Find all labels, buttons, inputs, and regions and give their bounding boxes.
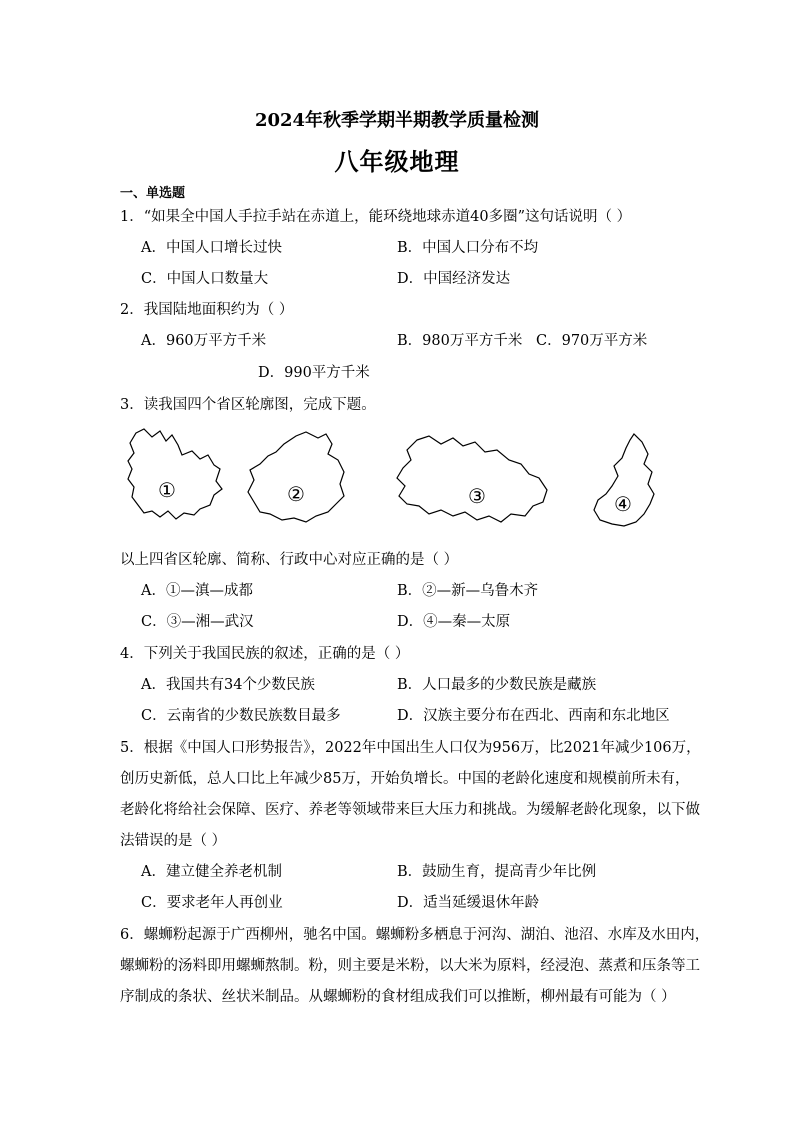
- q5-line-4: 法错误的是（ ）: [120, 833, 227, 849]
- q5-option-a: A．建立健全养老机制: [141, 864, 282, 880]
- q4-option-c: C．云南省的少数民族数目最多: [141, 708, 341, 724]
- exam-title: 2024年秋季学期半期教学质量检测: [254, 110, 540, 131]
- map-label-2: ②: [287, 482, 305, 506]
- province-outline-1: [122, 425, 227, 525]
- q2-option-a: A．960万平方千米: [141, 333, 267, 349]
- q2-option-d: D．990平方千米: [258, 365, 370, 381]
- q1-stem: 1．“如果全中国人手拉手站在赤道上，能环绕地球赤道40多圈”这句话说明（ ）: [120, 209, 632, 225]
- q3-option-c: C．③—湘—武汉: [141, 614, 254, 630]
- q2-option-b: B．980万平方千米: [397, 333, 523, 349]
- q1-option-b: B．中国人口分布不均: [397, 240, 539, 256]
- map-label-3: ③: [468, 484, 486, 508]
- q3-question: 以上四省区轮廓、简称、行政中心对应正确的是（ ）: [120, 552, 459, 568]
- q4-option-b: B．人口最多的少数民族是藏族: [397, 677, 597, 693]
- q5-line-2: 创历史新低，总人口比上年减少85万，开始负增长。中国的老龄化速度和规模前所未有，: [120, 771, 690, 787]
- province-outline-2: [244, 430, 349, 525]
- q5-option-b: B．鼓励生育，提高青少年比例: [397, 864, 597, 880]
- q1-option-a: A．中国人口增长过快: [141, 240, 282, 256]
- q3-option-b: B．②—新—乌鲁木齐: [397, 583, 539, 599]
- q5-line-3: 老龄化将给社会保障、医疗、养老等领域带来巨大压力和挑战。为缓解老龄化现象，以下做: [120, 802, 700, 818]
- province-outline-4: [590, 430, 660, 530]
- province-outline-3: [393, 432, 553, 524]
- map-label-4: ④: [614, 492, 632, 516]
- section-heading: 一、单选题: [120, 186, 186, 201]
- map-label-1: ①: [158, 478, 176, 502]
- q2-option-c: C．970万平方米: [536, 333, 648, 349]
- q5-option-d: D．适当延缓退休年龄: [397, 895, 540, 911]
- q4-option-d: D．汉族主要分布在西北、西南和东北地区: [397, 708, 670, 724]
- q3-option-a: A．①—滇—成都: [141, 583, 253, 599]
- q3-option-d: D．④—秦—太原: [397, 614, 511, 630]
- q4-option-a: A．我国共有34个少数民族: [141, 677, 315, 693]
- q1-option-d: D．中国经济发达: [397, 271, 511, 287]
- q4-stem: 4．下列关于我国民族的叙述，正确的是（ ）: [120, 646, 410, 662]
- q2-stem: 2．我国陆地面积约为（ ）: [120, 302, 294, 318]
- q5-line-1: 5．根据《中国人口形势报告》，2022年中国出生人口仅为956万，比2021年减少106万，: [120, 740, 701, 756]
- q6-line-1: 6．螺蛳粉起源于广西柳州，驰名中国。螺蛳粉多栖息于河沟、湖泊、池沼、水库及水田内，: [120, 927, 710, 943]
- q6-line-3: 序制成的条状、丝状米制品。从螺蛳粉的食材组成我们可以推断，柳州最有可能为（ ）: [120, 989, 676, 1005]
- q5-option-c: C．要求老年人再创业: [141, 895, 283, 911]
- exam-subject: 八年级地理: [334, 147, 460, 176]
- q1-option-c: C．中国人口数量大: [141, 271, 269, 287]
- q3-stem: 3．读我国四个省区轮廓图，完成下题。: [120, 397, 376, 413]
- q6-line-2: 螺蛳粉的汤料即用螺蛳熬制。粉，则主要是米粉，以大米为原料，经浸泡、蒸煮和压条等工: [120, 958, 700, 974]
